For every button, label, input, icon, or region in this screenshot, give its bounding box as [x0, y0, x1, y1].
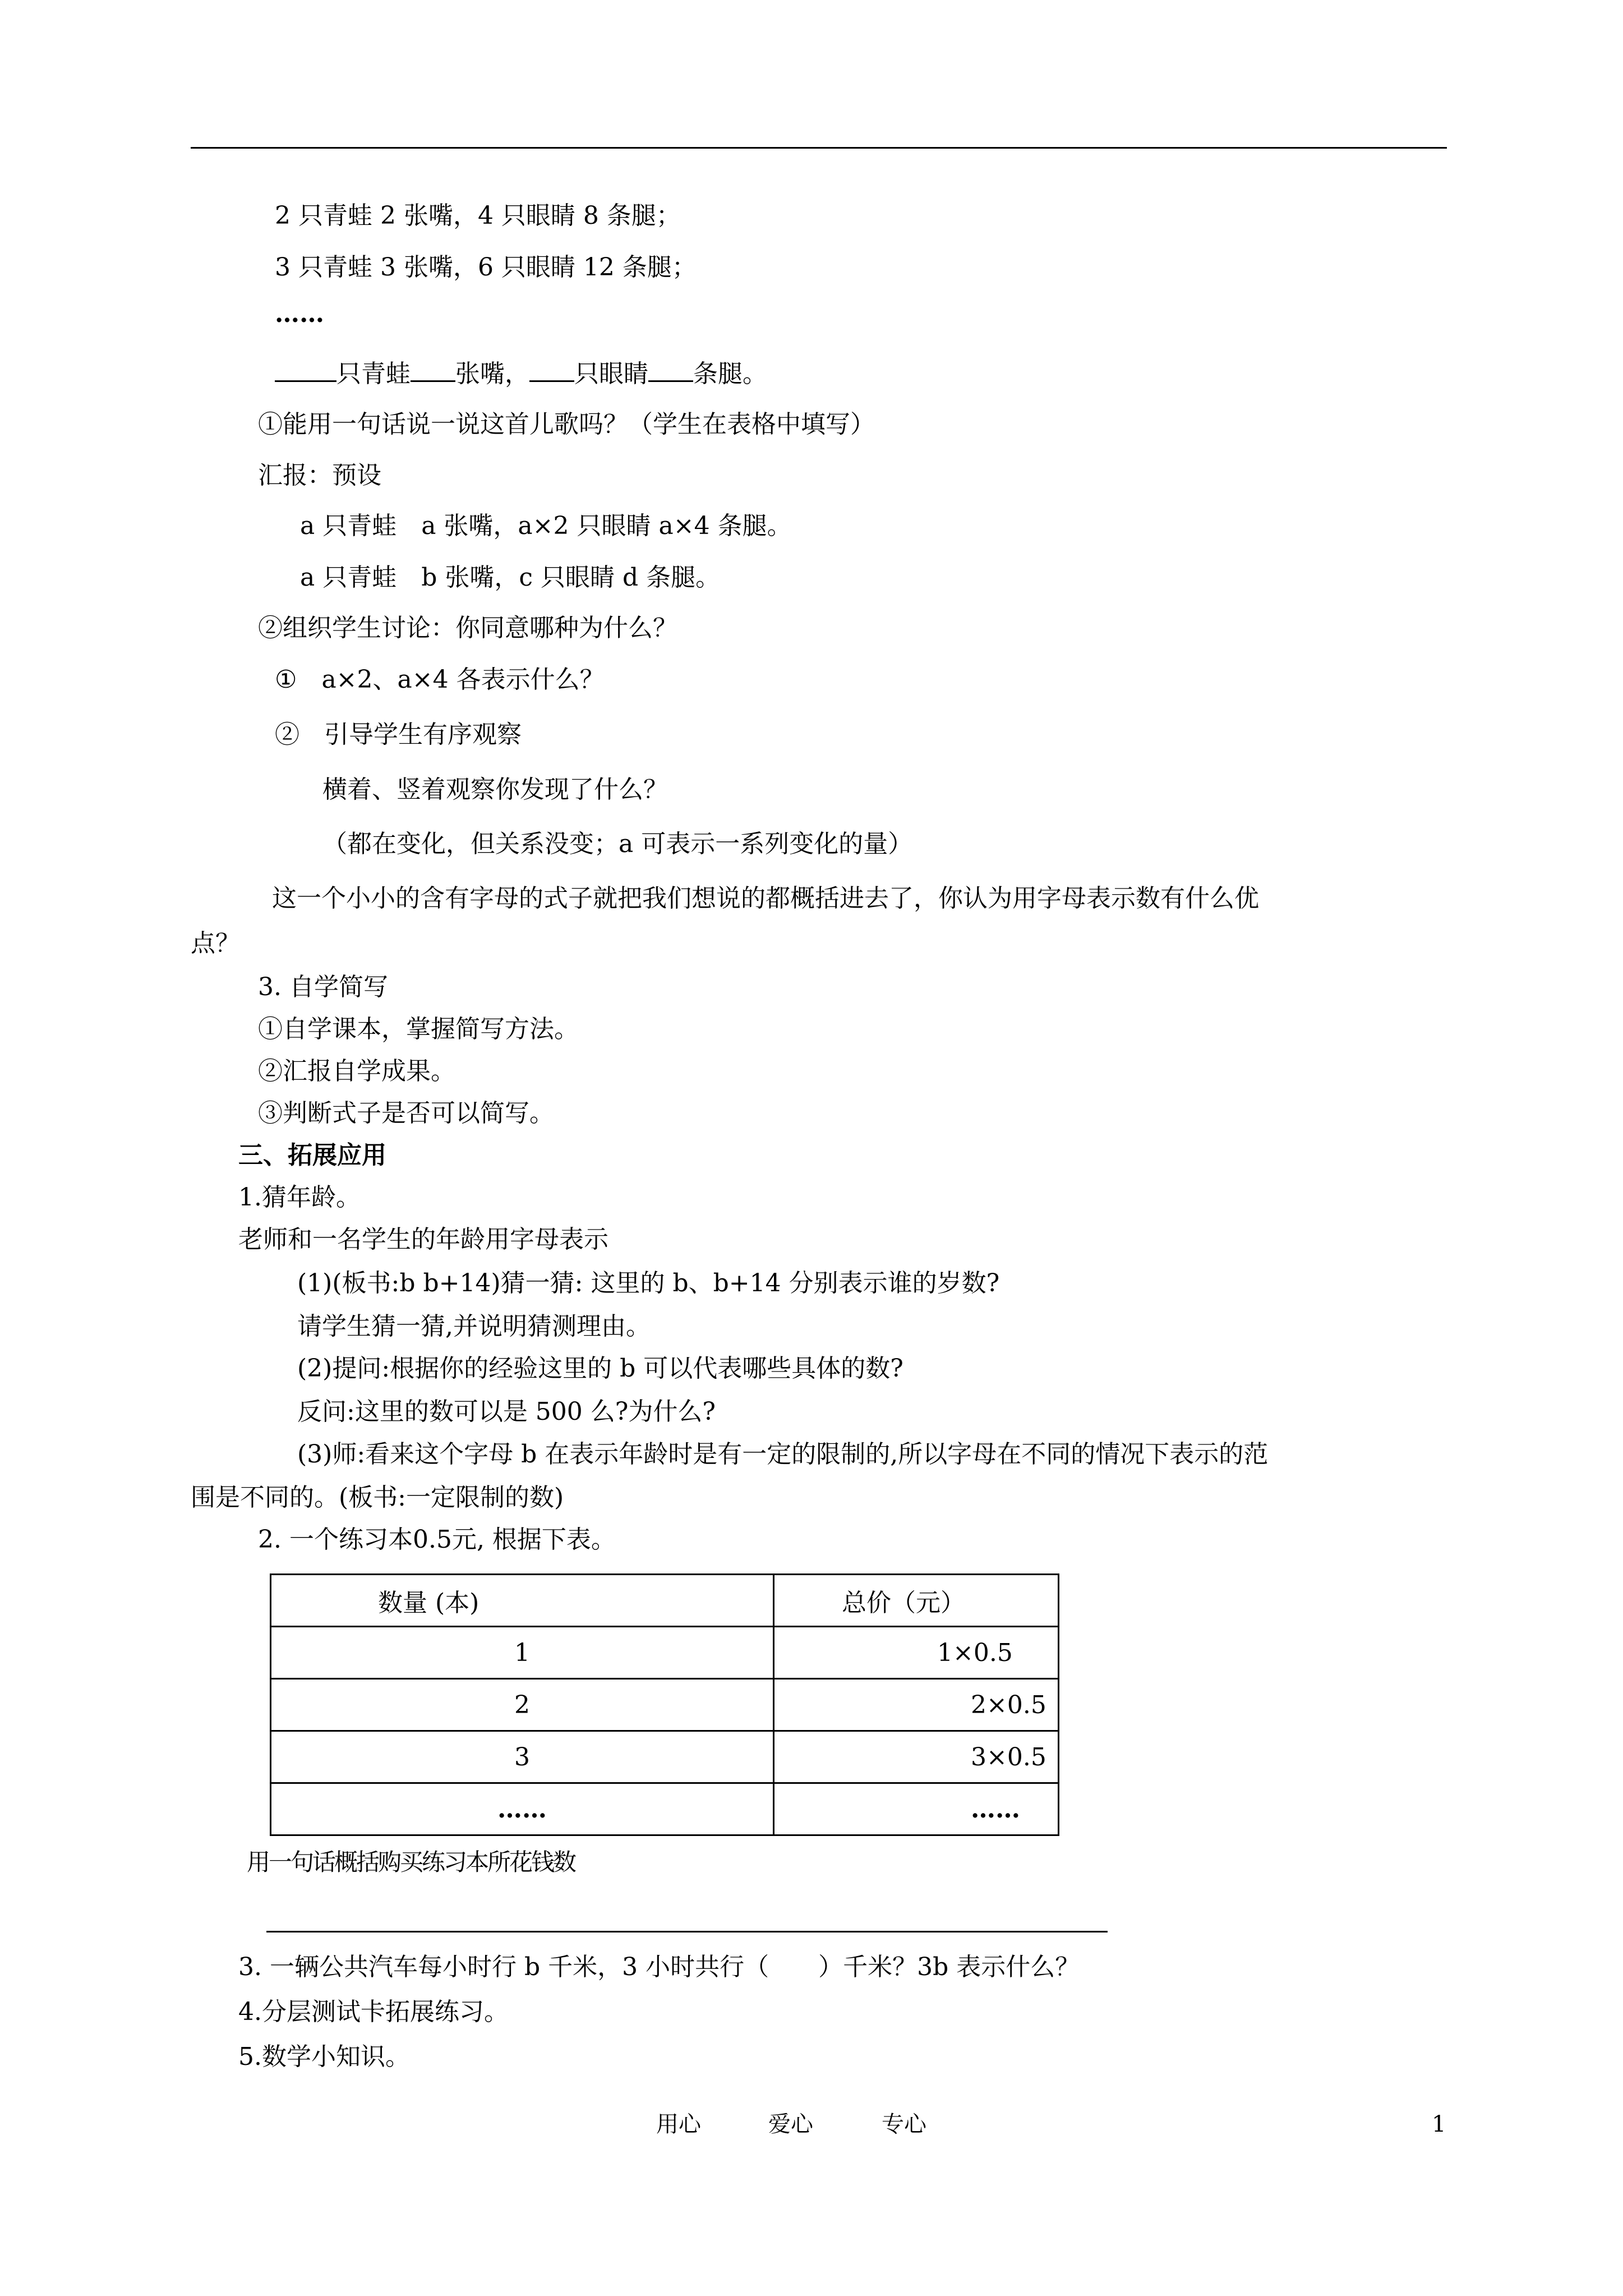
preset-b: a 只青蛙 b 张嘴，c 只眼睛 d 条腿。: [300, 563, 721, 592]
self-study-item-3: ③判断式子是否可以简写。: [258, 1099, 554, 1128]
table-row: [271, 1783, 1059, 1835]
question-1: ①能用一句话说一说这首儿歌吗？（学生在表格中填写）: [258, 410, 875, 439]
price-table: [270, 1573, 1059, 1836]
step-2b: 反问:这里的数可以是 500 么?为什么?: [297, 1397, 716, 1426]
blank-legs: [648, 358, 693, 382]
blank-eyes: [529, 358, 574, 382]
bus-question: 3. 一辆公共汽车每小时行 b 千米，3 小时共行（ ）千米？3b 表示什么？: [238, 1953, 1080, 1981]
table-row: [271, 1679, 1059, 1731]
preset-a: a 只青蛙 a 张嘴，a×2 只眼睛 a×4 条腿。: [300, 512, 792, 540]
blank-label-legs: 条腿。: [693, 360, 767, 388]
observe-answer: （都在变化，但关系没变；a 可表示一系列变化的量）: [322, 830, 913, 858]
table-row: [271, 1731, 1059, 1783]
math-knowledge: 5.数学小知识。: [238, 2042, 410, 2071]
table-row: [271, 1627, 1059, 1679]
summary-line: 用一句话概括购买练习本所花钱数: [247, 1848, 575, 1876]
header-rule: [191, 147, 1447, 149]
observe-question: 横着、竖着观察你发现了什么？: [322, 775, 668, 804]
table-header-cell: 总价（元）: [774, 1575, 1059, 1627]
step-1b: 请学生猜一猜,并说明猜测理由。: [297, 1312, 651, 1341]
self-study-item-2: ②汇报自学成果。: [258, 1057, 455, 1085]
footer-motto-1: 用心: [656, 2111, 701, 2137]
table-header-cell: 数量 (本): [271, 1575, 774, 1627]
guess-age: 1.猜年龄。: [238, 1183, 361, 1212]
teacher-student-line: 老师和一名学生的年龄用字母表示: [238, 1225, 608, 1254]
section-heading-3: 三、拓展应用: [238, 1141, 386, 1170]
self-study-item-1: ①自学课本，掌握简写方法。: [258, 1015, 579, 1043]
advantage-line-2: 点？: [191, 929, 240, 958]
step-3b: 围是不同的。(板书:一定限制的数): [191, 1483, 564, 1512]
table-cell: 1: [271, 1627, 774, 1679]
ellipsis: ……: [275, 300, 324, 328]
self-study-heading: 3. 自学简写: [258, 973, 388, 1001]
question-2: ②组织学生讨论：你同意哪种为什么？: [258, 614, 677, 642]
blank-label-mouths: 张嘴，: [455, 360, 529, 388]
step-2: (2)提问:根据你的经验这里的 b 可以代表哪些具体的数?: [297, 1354, 903, 1383]
answer-underline: [266, 1931, 1108, 1932]
table-cell: ……: [774, 1783, 1059, 1835]
table-cell: 2: [271, 1679, 774, 1731]
blank-label-eyes: 只眼睛: [574, 360, 648, 388]
exercise-book-line: 2. 一个练习本0.5元, 根据下表。: [258, 1525, 616, 1554]
report-label: 汇报：预设: [258, 461, 381, 490]
blank-label-frogs: 只青蛙: [336, 360, 411, 388]
table-cell: ……: [271, 1783, 774, 1835]
fill-blank-line: [275, 357, 767, 391]
table-cell: 1×0.5: [774, 1627, 1059, 1679]
table-header-row: [271, 1575, 1059, 1627]
blank-frogs: [275, 358, 336, 382]
step-1: (1)(板书:b b+14)猜一猜: 这里的 b、b+14 分别表示谁的岁数?: [297, 1269, 1000, 1297]
sub-question-1: ① a×2、a×4 各表示什么？: [275, 665, 605, 694]
footer-motto-2: 爱心: [768, 2111, 813, 2137]
frog-line-2: 2 只青蛙 2 张嘴，4 只眼睛 8 条腿；: [275, 201, 681, 230]
layered-test: 4.分层测试卡拓展练习。: [238, 1998, 509, 2026]
table-cell: 3×0.5: [774, 1731, 1059, 1783]
frog-line-3: 3 只青蛙 3 张嘴，6 只眼睛 12 条腿；: [275, 253, 697, 282]
step-3: (3)师:看来这个字母 b 在表示年龄时是有一定的限制的,所以字母在不同的情况下表示的范: [297, 1440, 1269, 1469]
table-cell: 3: [271, 1731, 774, 1783]
footer-motto-3: 专心: [882, 2111, 926, 2137]
page-number: 1: [1432, 2111, 1446, 2137]
sub-question-2: ② 引导学生有序观察: [275, 720, 522, 749]
blank-mouths: [411, 358, 455, 382]
advantage-line-1: 这一个小小的含有字母的式子就把我们想说的都概括进去了，你认为用字母表示数有什么优: [272, 884, 1259, 913]
table-cell: 2×0.5: [774, 1679, 1059, 1731]
